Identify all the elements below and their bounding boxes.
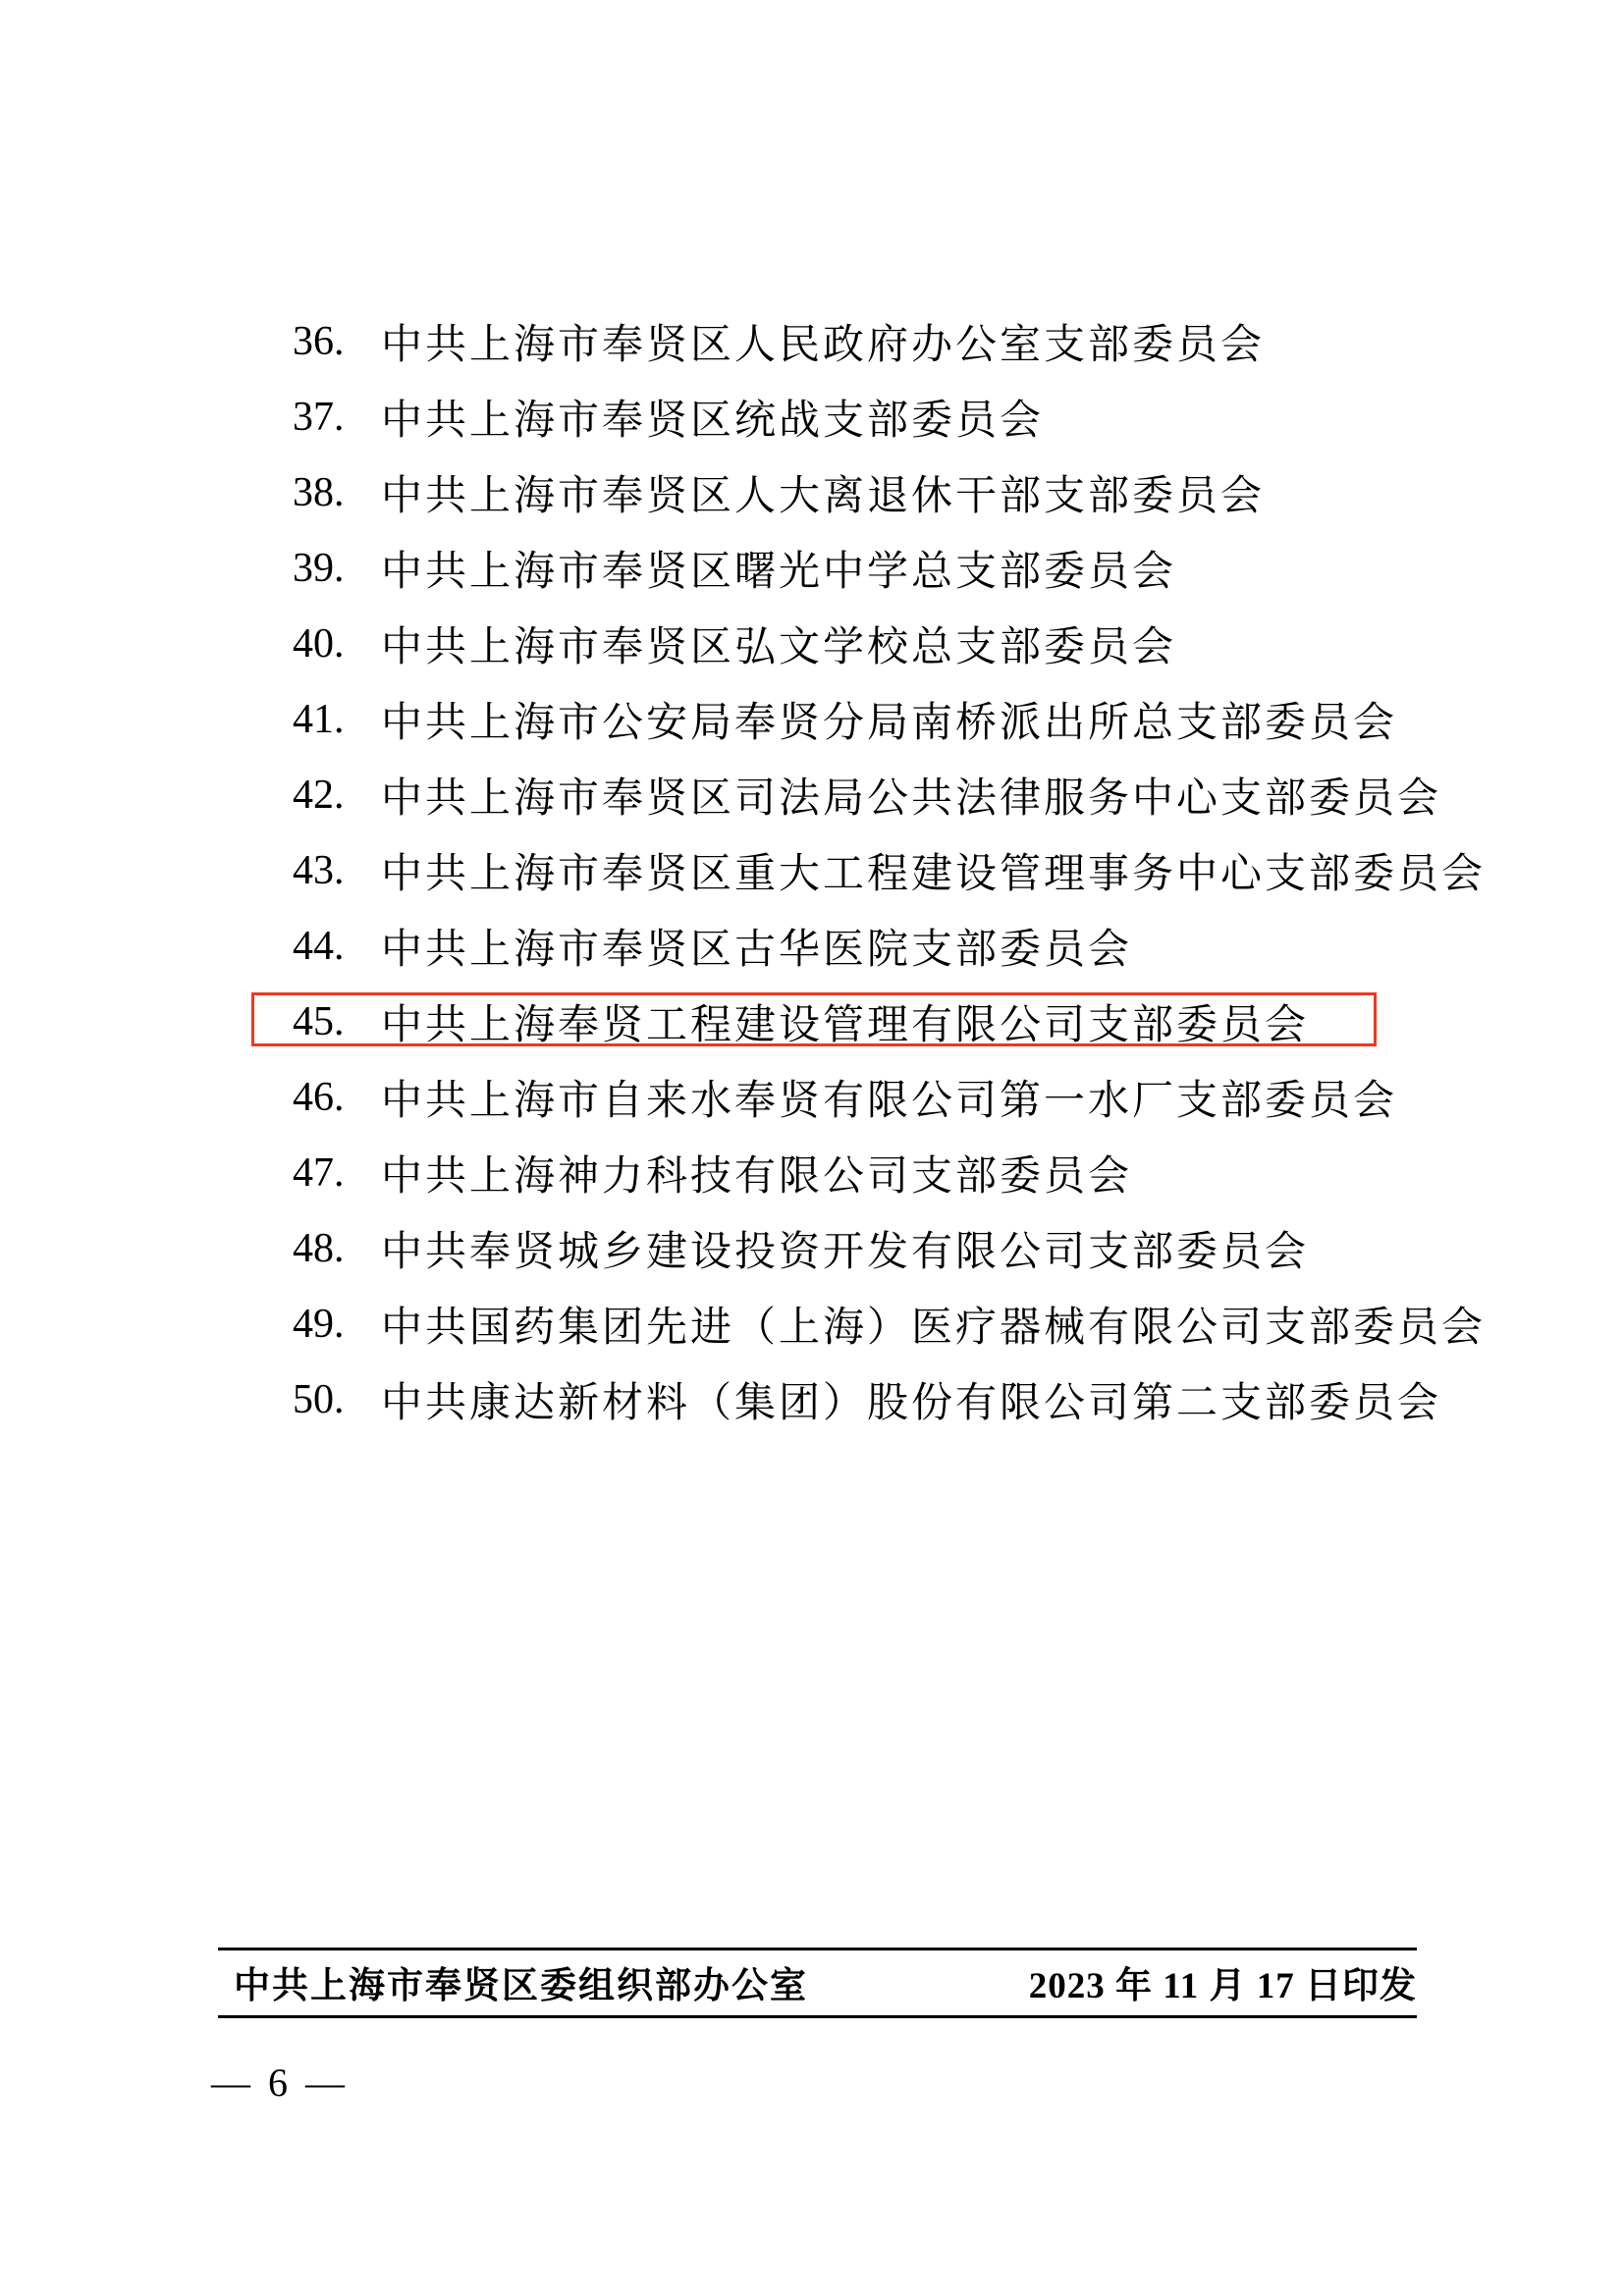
item-text: 中共上海市公安局奉贤分局南桥派出所总支部委员会 (381, 700, 1398, 746)
list-item (0, 1059, 1624, 1135)
list-item (0, 757, 1624, 832)
item-text: 中共上海市奉贤区重大工程建设管理事务中心支部委员会 (381, 851, 1487, 897)
list-item (0, 379, 1624, 454)
item-number: 45. (293, 998, 345, 1044)
item-text: 中共上海神力科技有限公司支部委员会 (381, 1153, 1133, 1200)
list-item (0, 303, 1624, 379)
item-number: 42. (293, 772, 345, 818)
list-item (0, 530, 1624, 606)
item-text: 中共上海市奉贤区古华医院支部委员会 (381, 927, 1133, 973)
item-number: 48. (293, 1225, 345, 1271)
item-text: 中共上海市自来水奉贤有限公司第一水厂支部委员会 (381, 1078, 1398, 1124)
item-text: 中共上海市奉贤区人大离退休干部支部委员会 (381, 473, 1266, 519)
item-number: 44. (293, 923, 345, 969)
list-item (0, 1286, 1624, 1362)
list-item (0, 832, 1624, 908)
list-item (0, 1135, 1624, 1210)
item-number: 47. (293, 1149, 345, 1196)
item-number: 40. (293, 620, 345, 667)
list-item (0, 908, 1624, 984)
item-text: 中共上海市奉贤区司法局公共法律服务中心支部委员会 (381, 775, 1442, 822)
item-text: 中共上海市奉贤区弘文学校总支部委员会 (381, 624, 1177, 670)
list-item (0, 984, 1624, 1059)
branch-list (0, 303, 1624, 1437)
item-text: 中共上海市奉贤区曙光中学总支部委员会 (381, 549, 1177, 595)
item-number: 36. (293, 318, 345, 364)
footer-imprint-row (218, 1950, 1417, 2013)
list-item (0, 606, 1624, 681)
item-text: 中共奉贤城乡建设投资开发有限公司支部委员会 (381, 1229, 1310, 1275)
item-text: 中共上海市奉贤区人民政府办公室支部委员会 (381, 322, 1266, 368)
item-text: 中共康达新材料（集团）股份有限公司第二支部委员会 (381, 1380, 1442, 1426)
footer-print-date: 2023 年 11 月 17 日印发 (1028, 1966, 1417, 2006)
page-number: — 6 — (211, 2060, 349, 2105)
item-text: 中共上海市奉贤区统战支部委员会 (381, 398, 1045, 444)
item-text: 中共上海奉贤工程建设管理有限公司支部委员会 (381, 1002, 1310, 1048)
item-number: 39. (293, 545, 345, 591)
item-number: 37. (293, 394, 345, 440)
item-number: 50. (293, 1376, 345, 1422)
item-text: 中共国药集团先进（上海）医疗器械有限公司支部委员会 (381, 1305, 1487, 1351)
item-number: 43. (293, 847, 345, 893)
item-number: 46. (293, 1074, 345, 1120)
list-item (0, 1362, 1624, 1437)
footer-issuer: 中共上海市奉贤区委组织部办公室 (234, 1966, 808, 2006)
footer-rule-bottom (218, 2015, 1417, 2018)
list-item (0, 1210, 1624, 1286)
item-number: 49. (293, 1301, 345, 1347)
list-item (0, 454, 1624, 530)
item-number: 41. (293, 696, 345, 742)
item-number: 38. (293, 469, 345, 515)
list-item (0, 681, 1624, 757)
